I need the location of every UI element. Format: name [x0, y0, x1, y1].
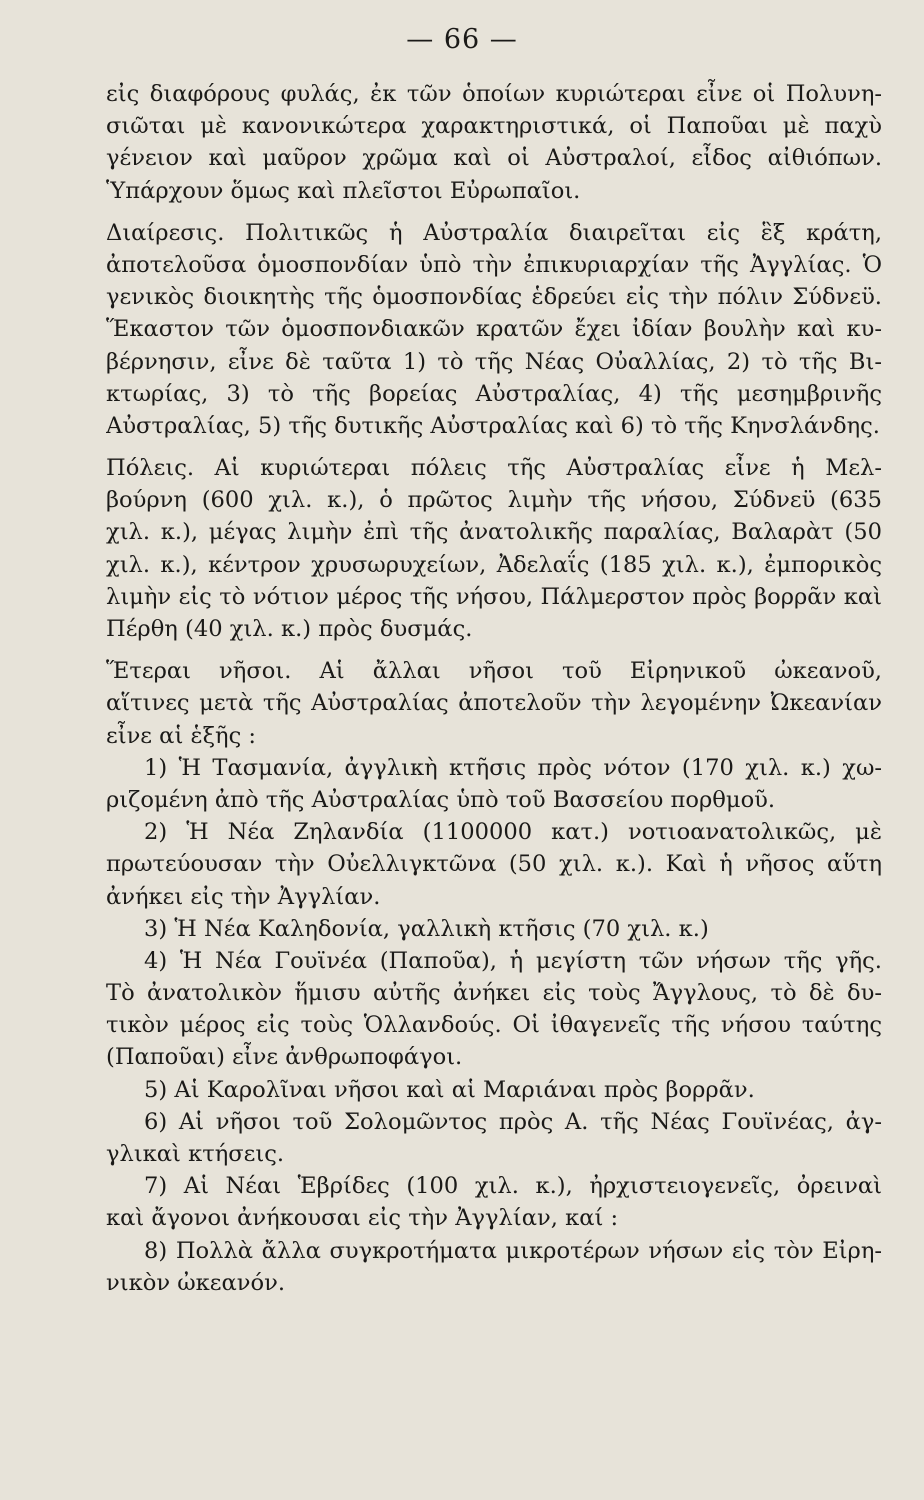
- page-number: — 66 —: [406, 24, 518, 55]
- text-line: (Παποῦαι) εἶνε ἀνθρωποφάγοι.: [106, 1044, 463, 1071]
- text-line: εἰς διαφόρους φυλάς, ἐκ τῶν ὁποίων κυριώτεραι εἶνε οἱ Πολυνη-: [106, 81, 882, 107]
- text-line: γενικὸς διοικητὴς τῆς ὁμοσπονδίας ἑδρεύει εἰς τὴν πόλιν Σύδνεϋ.: [106, 284, 882, 311]
- text-line: 2) Ἡ Νέα Ζηλανδία (1100000 κατ.) νοτιοανατολικῶς, μὲ: [144, 819, 882, 846]
- text-line: 3) Ἡ Νέα Καληδονία, γαλλικὴ κτῆσις (70 χιλ. κ.): [144, 915, 709, 942]
- text-line: 5) Αἱ Καρολῖναι νῆσοι καὶ αἱ Μαριάναι πρὸς βορρᾶν.: [144, 1076, 755, 1103]
- text-line: Διαίρεσις. Πολιτικῶς ἡ Αὐστραλία διαιρεῖται εἰς ἓξ κράτη,: [106, 219, 882, 246]
- text-line: 1) Ἡ Τασμανία, ἀγγλικὴ κτῆσις πρὸς νότον (170 χιλ. κ.) χω-: [144, 754, 882, 781]
- text-line: νικὸν ὠκεανόν.: [106, 1269, 285, 1296]
- text-line: 8) Πολλὰ ἄλλα συγκροτήματα μικροτέρων νήσων εἰς τὸν Εἰρη-: [144, 1237, 882, 1264]
- text-line: γένειον καὶ μαῦρον χρῶμα καὶ οἱ Αὐστραλοί, εἶδος αἰθιόπων.: [106, 145, 882, 172]
- text-line: χιλ. κ.), μέγας λιμὴν ἐπὶ τῆς ἀνατολικῆς παραλίας, Βαλαρὰτ (50: [106, 519, 882, 546]
- text-line: Ἕτεραι νῆσοι. Αἱ ἄλλαι νῆσοι τοῦ Εἰρηνικοῦ ὠκεανοῦ,: [106, 658, 882, 685]
- text-line: ἀνήκει εἰς τὴν Ἀγγλίαν.: [106, 883, 381, 910]
- text-line: 6) Αἱ νῆσοι τοῦ Σολομῶντος πρὸς Α. τῆς Νέας Γουϊνέας, ἀγ-: [144, 1108, 882, 1135]
- text-line: βούρνη (600 χιλ. κ.), ὁ πρῶτος λιμὴν τῆς νήσου, Σύδνεϋ (635: [106, 487, 882, 514]
- text-line: βέρνησιν, εἶνε δὲ ταῦτα 1) τὸ τῆς Νέας Οὐαλλίας, 2) τὸ τῆς Βι-: [106, 348, 882, 375]
- text-line: Πόλεις. Αἱ κυριώτεραι πόλεις τῆς Αὐστραλίας εἶνε ἡ Μελ-: [106, 455, 882, 482]
- body-text: [106, 78, 882, 1299]
- text-line: αἵτινες μετὰ τῆς Αὐστραλίας ἀποτελοῦν τὴν λεγομένην Ὠκεανίαν: [106, 690, 882, 717]
- text-line: γλικαὶ κτήσεις.: [106, 1141, 285, 1167]
- text-line: Αὐστραλίας, 5) τῆς δυτικῆς Αὐστραλίας καὶ 6) τὸ τῆς Κηνσλάνδης.: [106, 412, 880, 439]
- text-line: τικὸν μέρος εἰς τοὺς Ὁλλανδούς. Οἱ ἰθαγενεῖς τῆς νήσου ταύτης: [106, 1012, 882, 1039]
- text-line: 4) Ἡ Νέα Γουϊνέα (Παποῦα), ἡ μεγίστη τῶν νήσων τῆς γῆς.: [144, 947, 882, 974]
- text-line: Τὸ ἀνατολικὸν ἥμισυ αὐτῆς ἀνήκει εἰς τοὺς Ἄγγλους, τὸ δὲ δυ-: [106, 980, 882, 1007]
- text-line: 7) Αἱ Νέαι Ἑβρίδες (100 χιλ. κ.), ἠρχιστειογενεῖς, ὀρειναὶ: [144, 1173, 882, 1200]
- text-line: εἶνε αἱ ἑξῆς :: [106, 722, 257, 749]
- text-line: πρωτεύουσαν τὴν Οὐελλιγκτῶνα (50 χιλ. κ.). Καὶ ἡ νῆσος αὕτη: [106, 851, 882, 878]
- text-line: Ὑπάρχουν ὅμως καὶ πλεῖστοι Εὐρωπαῖοι.: [106, 177, 581, 204]
- text-line: καὶ ἄγονοι ἀνήκουσαι εἰς τὴν Ἀγγλίαν, καί :: [106, 1205, 619, 1232]
- text-line: Πέρθη (40 χιλ. κ.) πρὸς δυσμάς.: [106, 616, 473, 642]
- text-line: σιῶται μὲ κανονικώτερα χαρακτηριστικά, οἱ Παποῦαι μὲ παχὺ: [106, 113, 882, 140]
- text-line: λιμὴν εἰς τὸ νότιον μέρος τῆς νήσου, Πάλμερστον πρὸς βορρᾶν καὶ: [106, 583, 882, 610]
- text-line: ἀποτελοῦσα ὁμοσπονδίαν ὑπὸ τὴν ἐπικυριαρχίαν τῆς Ἀγγλίας. Ὁ: [106, 251, 882, 278]
- text-line: ριζομένη ἀπὸ τῆς Αὐστραλίας ὑπὸ τοῦ Βασσείου πορθμοῦ.: [106, 786, 776, 813]
- text-line: χιλ. κ.), κέντρον χρυσωρυχείων, Ἀδελαΐς (185 χιλ. κ.), ἐμπορικὸς: [106, 551, 882, 578]
- text-line: Ἕκαστον τῶν ὁμοσπονδιακῶν κρατῶν ἔχει ἰδίαν βουλὴν καὶ κυ-: [106, 316, 882, 343]
- text-line: κτωρίας, 3) τὸ τῆς βορείας Αὐστραλίας, 4) τῆς μεσημβρινῆς: [106, 380, 882, 407]
